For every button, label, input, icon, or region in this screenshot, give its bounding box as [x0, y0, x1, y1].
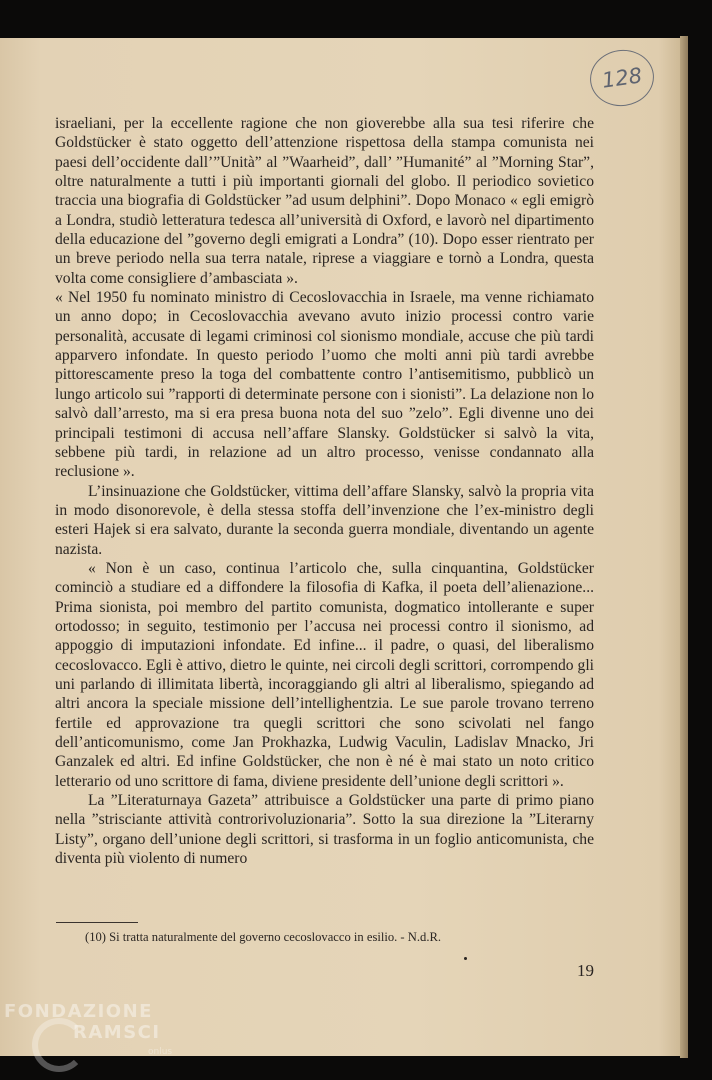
paragraph-2: « Nel 1950 fu nominato ministro di Cecoslovacchia in Israele, ma venne richiamato un anno dopo; in Cecoslovacchia avevano avuto inizio processi contro varie personalità, accusate di legami criminosi col sionismo mondiale, accuse che più tardi apparvero infondate. In questo periodo l’uomo che molti anni più tardi avrebbe pittorescamente preso la toga del combattente contro l’antisemitismo, pubblicò un lungo articolo sui ”rapporti di determinate persone con i sionisti”. La delazione non lo salvò dall’arresto, ma si era presa buona nota del suo ”zelo”. Egli divenne uno dei principali testimoni di accusa nell’affare Slansky. Goldstücker si salvò la vita, sebbene più tardi, in relazione ad un altro processo, venisse condannato alla reclusione ».	[55, 289, 594, 481]
watermark-line-1: FONDAZIONE	[4, 1001, 153, 1022]
paragraph-1: israeliani, per la eccellente ragione che non gioverebbe alla sua tesi riferire che Goldstücker è stato oggetto dell’attenzione rispettosa della stampa comunista nei paesi dell’occidente dall’”Unità” al ”Waarheid”, dall’ ”Humanité” al ”Morning Star”, oltre naturalmente a tutti i più importanti giornali del globo. Il periodico sovietico traccia una biografia di Goldstücker ”ad usum delphini”. Dopo Monaco « egli emigrò a Londra, studiò letteratura tedesca all’università di Oxford, e lavorò nel dipartimento della educazione del ”governo degli emigrati a Londra” (10). Dopo esser rientrato per un breve periodo nella sua terra natale, riprese a viaggiare e tornò a Londra, questa volta come consigliere d’ambasciata ».	[55, 115, 594, 287]
footnote: (10) Si tratta naturalmente del governo cecoslovacco in esilio. - N.d.R.	[85, 930, 442, 944]
watermark-line-2: RAMSCI	[73, 1022, 161, 1043]
watermark-logo	[4, 1001, 184, 1071]
page-edge	[680, 36, 688, 1058]
ink-speck	[464, 957, 467, 960]
watermark-onlus: onlus	[148, 1047, 173, 1057]
paragraph-4: « Non è un caso, continua l’articolo che, sulla cinquantina, Goldstücker cominciò a studiare ed a diffondere la filosofia di Kafka, il poeta dell’alienazione... Prima sionista, poi membro del partito comunista, dogmatico intollerante e super ortodosso; in seguito, testimonio per l’accusa nei processi contro il sionismo, ad appoggio di imputazioni infondate. Ed infine... il padre, o quasi, del liberalismo cecoslovacco. Egli è attivo, dietro le quinte, nei circoli degli scrittori, corrompendo gli uni parlando di illimitata libertà, incoraggiando gli altri al liberalismo, spiegando ad altri ancora la speciale missione dell’intellighentzia. Le sue parole trovano terreno fertile ed approvazione tra quegli scrittori che sono scivolati nel fango dell’anticomunismo, come Jan Prokhazka, Ludwig Vaculin, Ladislav Mnacko, Jri Ganzalek ed altri. Ed infine Goldstücker, che non è né è mai stato un noto critico letterario od uno scrittore di fama, diviene presidente dell’unione degli scrittori ».	[55, 559, 594, 790]
body-text	[55, 114, 594, 868]
paragraph-3: L’insinuazione che Goldstücker, vittima dell’affare Slansky, salvò la propria vita in modo disonorevole, è della stessa stoffa dell’invenzione che l’ex-ministro degli esteri Hajek si era salvato, durante la seconda guerra mondiale, diventando un agente nazista.	[55, 482, 594, 558]
footnote-divider	[56, 922, 138, 923]
annotation-text: 128	[600, 63, 644, 93]
paragraph-5: La ”Literaturnaya Gazeta” attribuisce a Goldstücker una parte di primo piano nella ”strisciante attività controrivoluzionaria”. Sotto la sua direzione la ”Literarny Listy”, organo dell’unione degli scrittori, si trasforma in un foglio anticomunista, che diventa più violento di numero	[55, 792, 594, 868]
page-number: 19	[577, 961, 594, 980]
